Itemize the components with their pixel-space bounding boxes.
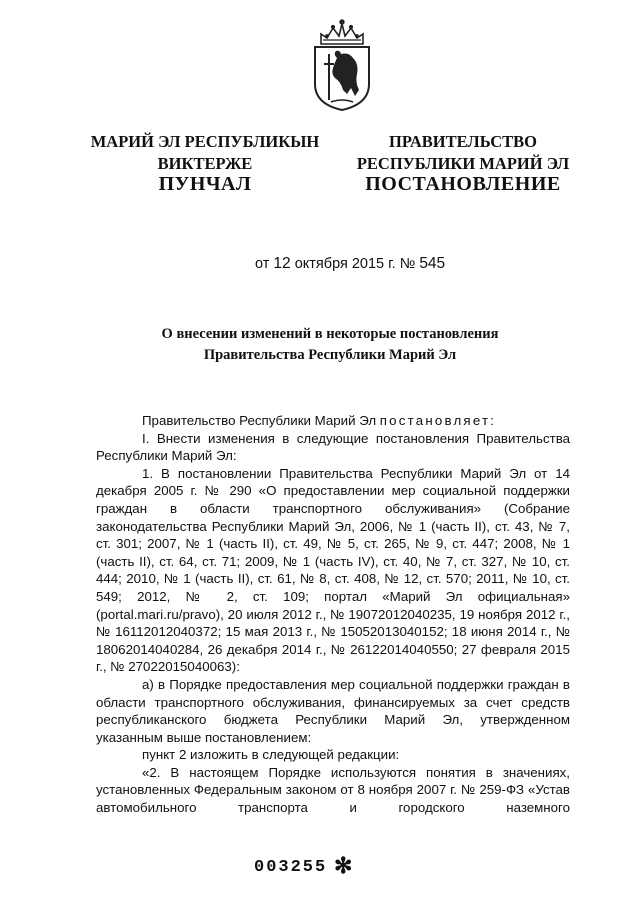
body-paragraph [96,412,570,430]
date-day: 12 [273,255,291,272]
doc-title-line2: Правительства Республики Марий Эл [203,347,457,363]
doc-title [120,324,540,366]
header-right-line2: РЕСПУБЛИКИ МАРИЙ ЭЛ [356,154,570,173]
header-right-org [348,131,578,175]
body-paragraph: а) в Порядке предоставления мер социальной поддержки граждан в области транспортного обслуживания, финансируемых за счет средств республиканского бюджета Республики Марий Эл, утвержденном указанным выше постановлением: [96,676,570,745]
coat-of-arms-emblem [307,14,377,112]
header-left-line2: ВИКТЕРЖЕ [157,154,253,173]
asterisk-mark: ✻ [334,853,353,878]
doc-type-left: ПУНЧАЛ [158,173,252,195]
body-paragraph: I. Внести изменения в следующие постановления Правительства Республики Марий Эл: [96,430,570,464]
date-prefix: от [255,256,270,272]
header-left-org [85,131,325,175]
body-p0-start: Правительство Республики Марий Эл [142,413,377,428]
date-line [255,255,445,273]
doc-number: 545 [419,255,446,272]
serial-number: 003255 [254,858,328,877]
doc-title-line1: О внесении изменений в некоторые постановления [161,326,499,342]
doc-body [96,412,570,817]
body-paragraph: «2. В настоящем Порядке используются понятия в значениях, установленных Федеральным законом от 8 ноября 2007 г. № 259-ФЗ «Устав автомобильного транспорта и городского наземного [96,764,570,816]
number-sign: № [399,256,416,272]
doc-type-right: ПОСТАНОВЛЕНИЕ [365,173,561,195]
body-p0-spaced: постановляет: [379,413,497,428]
header-left-line1: МАРИЙ ЭЛ РЕСПУБЛИКЫН [90,132,320,151]
date-month-year: октября 2015 г. [294,256,396,272]
body-paragraph: пункт 2 изложить в следующей редакции: [142,747,400,763]
header-right-line1: ПРАВИТЕЛЬСТВО [389,132,537,151]
body-paragraph: 1. В постановлении Правительства Республики Марий Эл от 14 декабря 2005 г. № 290 «О предоставлении мер социальной поддержки граждан в области транспортного обслуживания» (Собрание законодательства Республики Марий Эл, 2006, № 1 (часть II), ст. 43, № 7, ст. 301; 2007, № 1 (часть II), ст. 49, № 5, ст. 265, № 9, ст. 447; 2008, № 1 (часть II), ст. 64, ст. 71; 2009, № 1 (часть IV), ст. 40, № 7, ст. 327, № 10, ст. 444; 2010, № 1 (часть II), ст. 61, № 8, ст. 408, № 12, ст. 570; 2011, № 10, ст. 549; 2012, № 2, ст. 109; портал «Марий Эл официальная» (portal.mari.ru/pravo), 20 июля 2012 г., № 19072012040235, 19 ноября 2012 г., № 16112012040372; 15 мая 2013 г., № 15052013040152; 18 июня 2014 г., № 18062014040284, 26 декабря 2014 г., № 26122014040550; 27 февраля 2015 г., № 27022015040063): [96,465,570,675]
